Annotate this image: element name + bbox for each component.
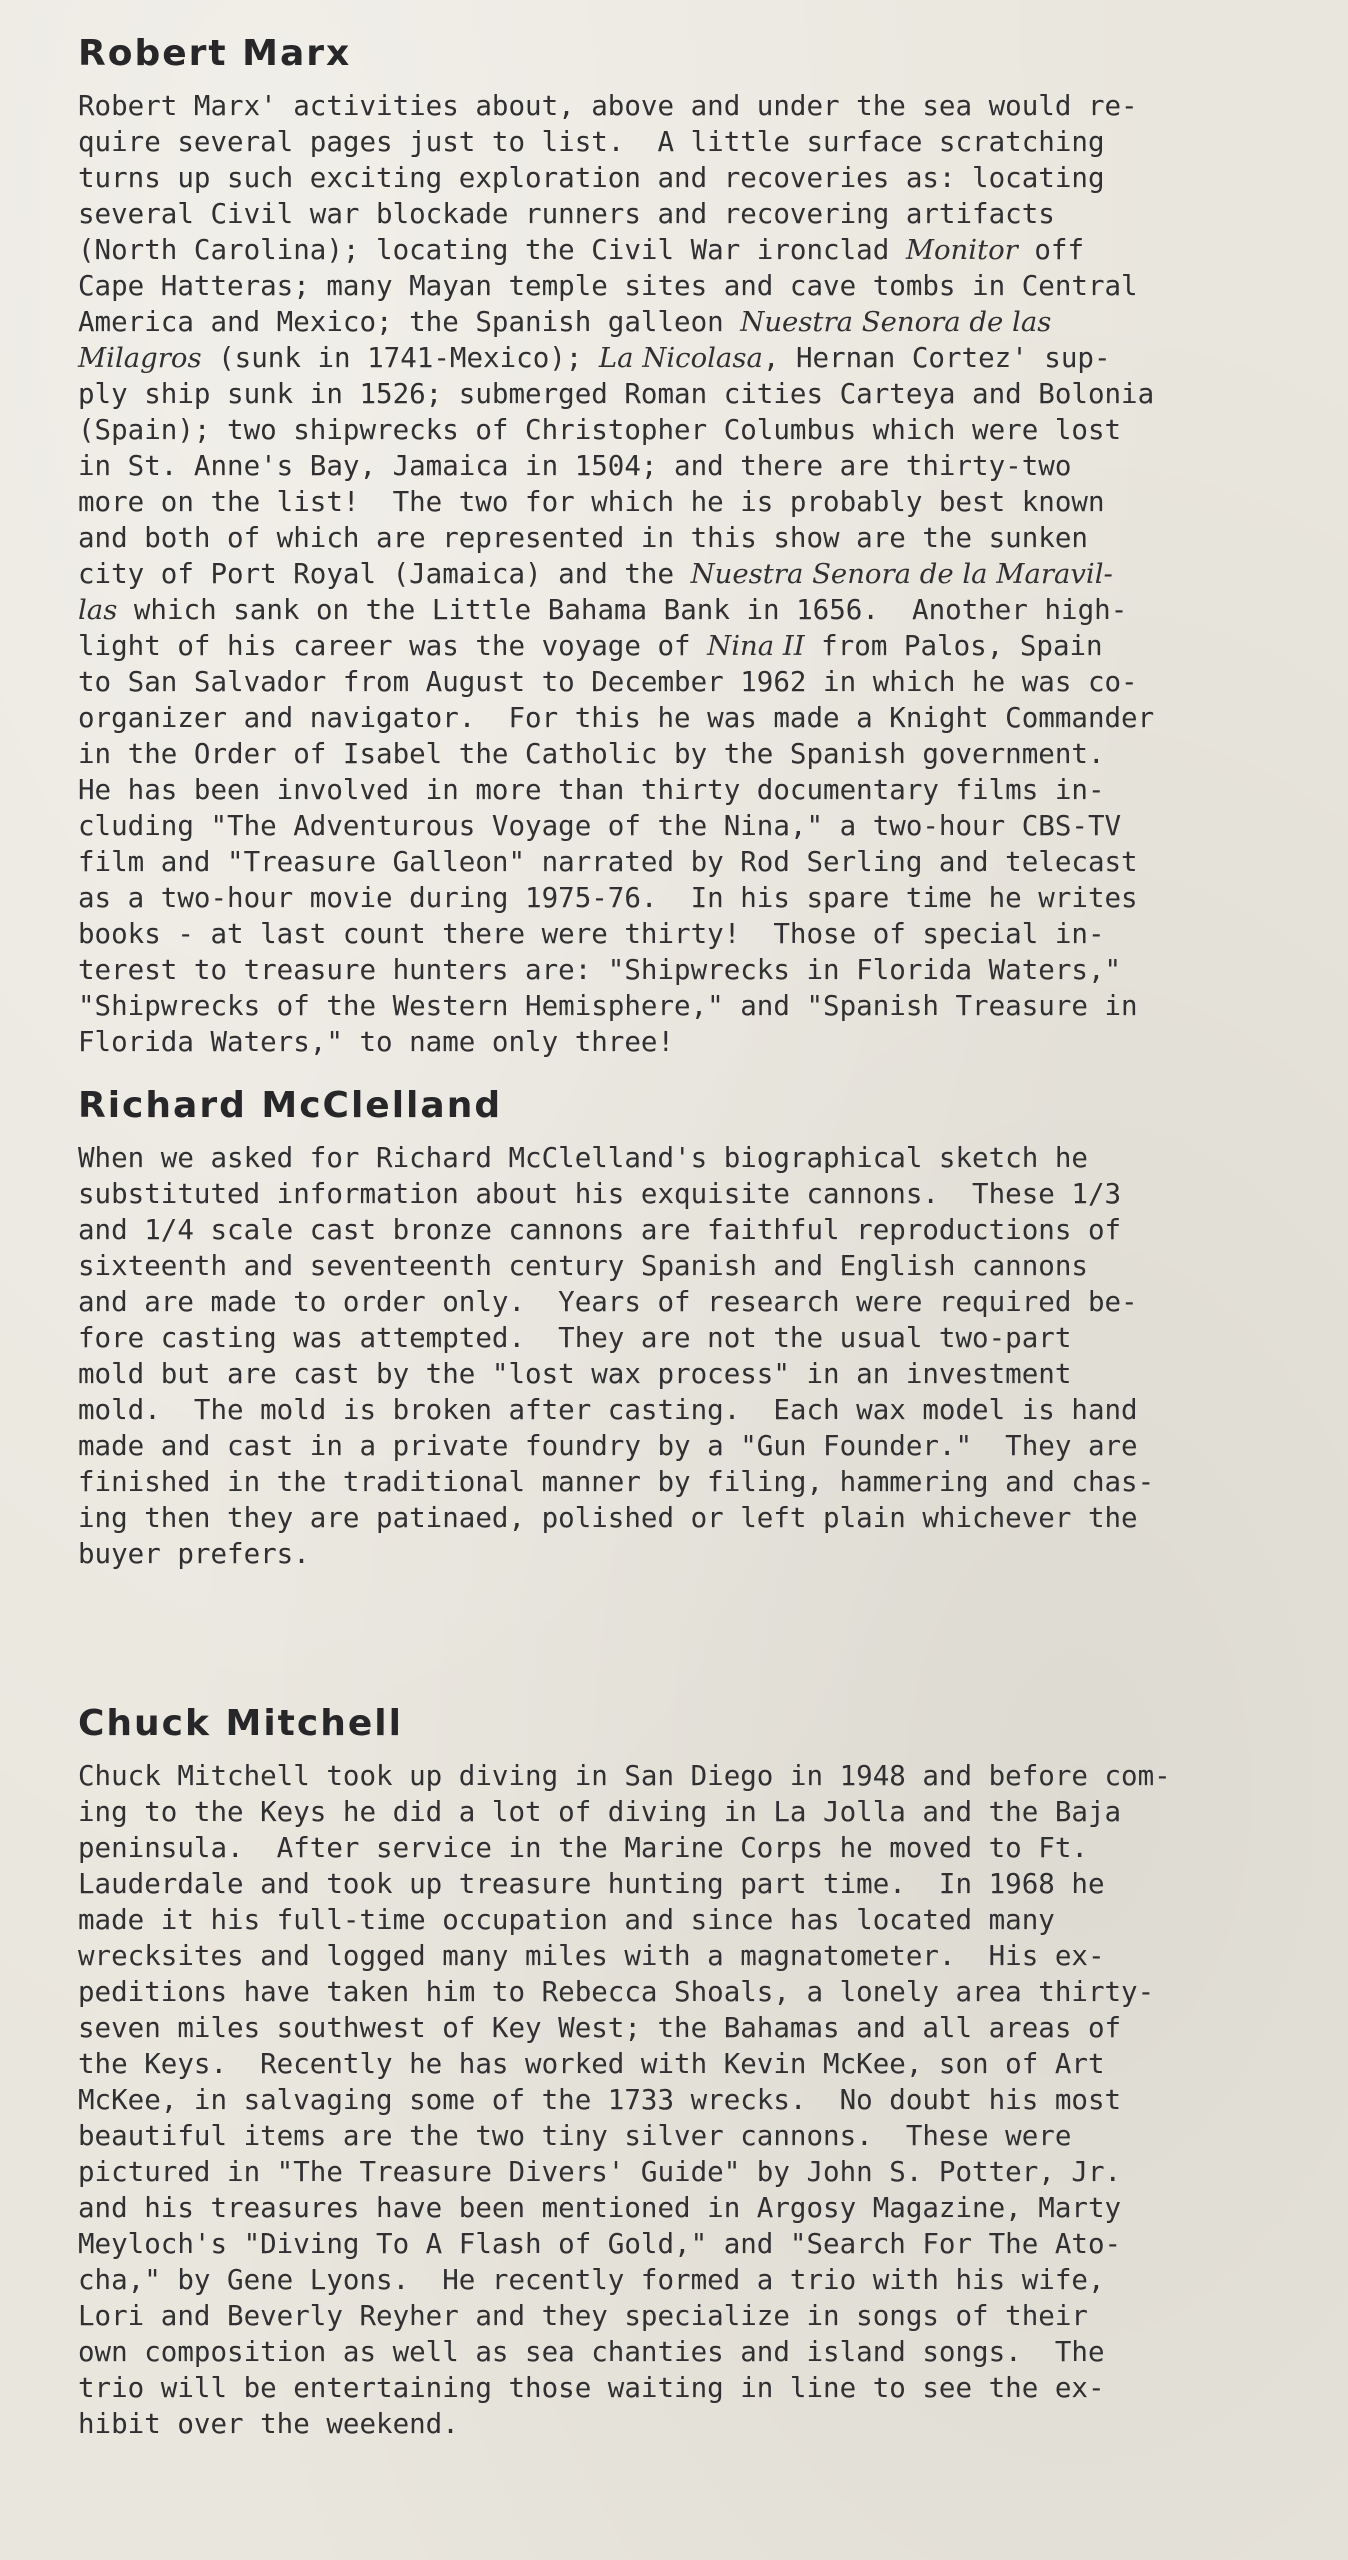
text-line: finished in the traditional manner by filing, hammering and chas-	[78, 1466, 1155, 1498]
text-line: in St. Anne's Bay, Jamaica in 1504; and there are thirty-two	[78, 450, 1072, 482]
text-line: mold. The mold is broken after casting. Each wax model is hand	[78, 1394, 1138, 1426]
section-heading: Chuck Mitchell	[78, 1703, 403, 1744]
section-richard-mcclelland	[78, 1082, 1308, 1572]
text-line: and are made to order only. Years of research were required be-	[78, 1286, 1138, 1318]
text-line: light of his career was the voyage of Nina II from Palos, Spain	[78, 630, 1103, 662]
text-line: ing to the Keys he did a lot of diving in La Jolla and the Baja	[78, 1796, 1122, 1828]
italic-title: Nuestra Senora de la Maravil-	[690, 558, 1113, 590]
text-line: Robert Marx' activities about, above and under the sea would re-	[78, 90, 1138, 122]
text-line: Chuck Mitchell took up diving in San Diego in 1948 and before com-	[78, 1760, 1171, 1792]
text-line: fore casting was attempted. They are not the usual two-part	[78, 1322, 1072, 1354]
text-line: made and cast in a private foundry by a "Gun Founder." They are	[78, 1430, 1138, 1462]
text-line: wrecksites and logged many miles with a magnatometer. His ex-	[78, 1940, 1105, 1972]
text-line: organizer and navigator. For this he was made a Knight Commander	[78, 702, 1155, 734]
text-line: He has been involved in more than thirty documentary films in-	[78, 774, 1105, 806]
text-line: in the Order of Isabel the Catholic by the Spanish government.	[78, 738, 1105, 770]
text-line: Milagros (sunk in 1741-Mexico); La Nicolasa, Hernan Cortez' sup-	[78, 342, 1111, 374]
text-line: several Civil war blockade runners and recovering artifacts	[78, 198, 1055, 230]
text-line: America and Mexico; the Spanish galleon Nuestra Senora de las	[78, 306, 1052, 338]
text-line: the Keys. Recently he has worked with Kevin McKee, son of Art	[78, 2048, 1105, 2080]
text-line: ply ship sunk in 1526; submerged Roman cities Carteya and Bolonia	[78, 378, 1155, 410]
text-line: McKee, in salvaging some of the 1733 wrecks. No doubt his most	[78, 2084, 1122, 2116]
text-line: to San Salvador from August to December 1962 in which he was co-	[78, 666, 1138, 698]
section-robert-marx	[78, 30, 1308, 1060]
text-line: seven miles southwest of Key West; the Bahamas and all areas of	[78, 2012, 1122, 2044]
text-line: peditions have taken him to Rebecca Shoals, a lonely area thirty-	[78, 1976, 1155, 2008]
text-line: more on the list! The two for which he is probably best known	[78, 486, 1105, 518]
text-line: "Shipwrecks of the Western Hemisphere," and "Spanish Treasure in	[78, 990, 1138, 1022]
text-line: Lauderdale and took up treasure hunting part time. In 1968 he	[78, 1868, 1105, 1900]
text-line: When we asked for Richard McClelland's biographical sketch he	[78, 1142, 1088, 1174]
text-line: Cape Hatteras; many Mayan temple sites and cave tombs in Central	[78, 270, 1138, 302]
text-line: own composition as well as sea chanties and island songs. The	[78, 2336, 1105, 2368]
text-line: and both of which are represented in this show are the sunken	[78, 522, 1088, 554]
text-line: (Spain); two shipwrecks of Christopher Columbus which were lost	[78, 414, 1122, 446]
italic-title: Nina II	[707, 630, 805, 662]
text-line: las which sank on the Little Bahama Bank in 1656. Another high-	[78, 594, 1128, 626]
italic-title: Nuestra Senora de las	[740, 306, 1052, 338]
section-heading: Richard McClelland	[78, 1085, 503, 1126]
text-line: as a two-hour movie during 1975-76. In his spare time he writes	[78, 882, 1138, 914]
italic-title: Monitor	[905, 234, 1018, 266]
text-line: beautiful items are the two tiny silver cannons. These were	[78, 2120, 1072, 2152]
text-line: peninsula. After service in the Marine Corps he moved to Ft.	[78, 1832, 1088, 1864]
text-line: Florida Waters," to name only three!	[78, 1026, 675, 1058]
text-line: turns up such exciting exploration and recoveries as: locating	[78, 162, 1105, 194]
text-line: substituted information about his exquisite cannons. These 1/3	[78, 1178, 1122, 1210]
text-line: quire several pages just to list. A little surface scratching	[78, 126, 1105, 158]
text-line: sixteenth and seventeenth century Spanish and English cannons	[78, 1250, 1088, 1282]
text-line: terest to treasure hunters are: "Shipwrecks in Florida Waters,"	[78, 954, 1122, 986]
text-line: and 1/4 scale cast bronze cannons are faithful reproductions of	[78, 1214, 1122, 1246]
section-chuck-mitchell	[78, 1700, 1308, 2442]
text-line: ing then they are patinaed, polished or left plain whichever the	[78, 1502, 1138, 1534]
text-line: made it his full-time occupation and since has located many	[78, 1904, 1055, 1936]
text-line: (North Carolina); locating the Civil War ironclad Monitor off	[78, 234, 1085, 266]
text-line: city of Port Royal (Jamaica) and the Nuestra Senora de la Maravil-	[78, 558, 1113, 590]
text-line: Lori and Beverly Reyher and they specialize in songs of their	[78, 2300, 1088, 2332]
text-line: books - at last count there were thirty! Those of special in-	[78, 918, 1105, 950]
text-line: buyer prefers.	[78, 1538, 310, 1570]
italic-title: Milagros	[78, 342, 202, 374]
text-line: Meyloch's "Diving To A Flash of Gold," and "Search For The Ato-	[78, 2228, 1122, 2260]
text-line: trio will be entertaining those waiting in line to see the ex-	[78, 2372, 1105, 2404]
text-line: hibit over the weekend.	[78, 2408, 459, 2440]
section-body	[78, 88, 1308, 1060]
text-line: and his treasures have been mentioned in Argosy Magazine, Marty	[78, 2192, 1122, 2224]
section-body	[78, 1758, 1308, 2442]
section-heading: Robert Marx	[78, 33, 352, 74]
section-body	[78, 1140, 1308, 1572]
italic-title: las	[78, 594, 118, 626]
italic-title: La Nicolasa	[598, 342, 763, 374]
text-line: mold but are cast by the "lost wax process" in an investment	[78, 1358, 1072, 1390]
text-line: cluding "The Adventurous Voyage of the Nina," a two-hour CBS-TV	[78, 810, 1122, 842]
text-line: film and "Treasure Galleon" narrated by Rod Serling and telecast	[78, 846, 1138, 878]
text-line: pictured in "The Treasure Divers' Guide" by John S. Potter, Jr.	[78, 2156, 1122, 2188]
text-line: cha," by Gene Lyons. He recently formed a trio with his wife,	[78, 2264, 1105, 2296]
